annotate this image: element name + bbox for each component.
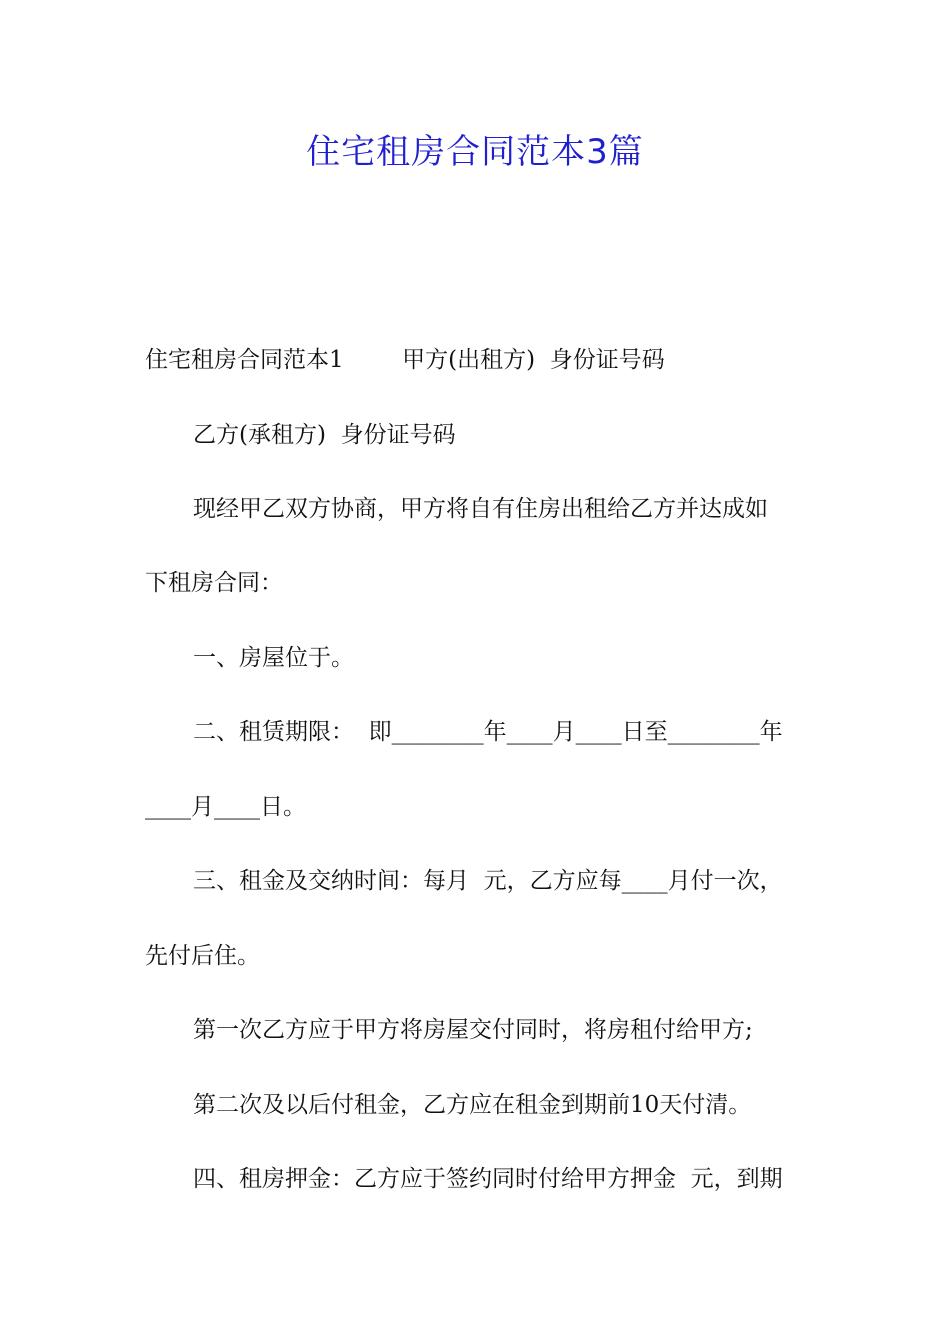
document-title: 住宅租房合同范本3篇 xyxy=(306,132,644,172)
paragraph-line: ____月____日。 xyxy=(145,794,306,820)
paragraph-line: 住宅租房合同范本1 甲方(出租方) 身份证号码 xyxy=(145,347,665,373)
paragraph-line: 四、租房押金：乙方应于签约同时付给甲方押金 元，到期 xyxy=(193,1166,783,1192)
paragraph-line: 先付后住。 xyxy=(145,943,260,969)
paragraph-line: 二、租赁期限： 即________年____月____日至________年 xyxy=(193,719,783,745)
paragraph-line: 一、房屋位于。 xyxy=(193,645,354,671)
paragraph-line: 下租房合同： xyxy=(145,570,283,596)
paragraph-line: 第二次及以后付租金，乙方应在租金到期前10天付清。 xyxy=(193,1092,752,1118)
paragraph-line: 第一次乙方应于甲方将房屋交付同时，将房租付给甲方; xyxy=(193,1017,753,1043)
paragraph-line: 乙方(承租方) 身份证号码 xyxy=(193,422,456,448)
paragraph-line: 现经甲乙双方协商，甲方将自有住房出租给乙方并达成如 xyxy=(193,496,768,522)
paragraph-line: 三、租金及交纳时间：每月 元，乙方应每____月付一次， xyxy=(193,868,783,894)
